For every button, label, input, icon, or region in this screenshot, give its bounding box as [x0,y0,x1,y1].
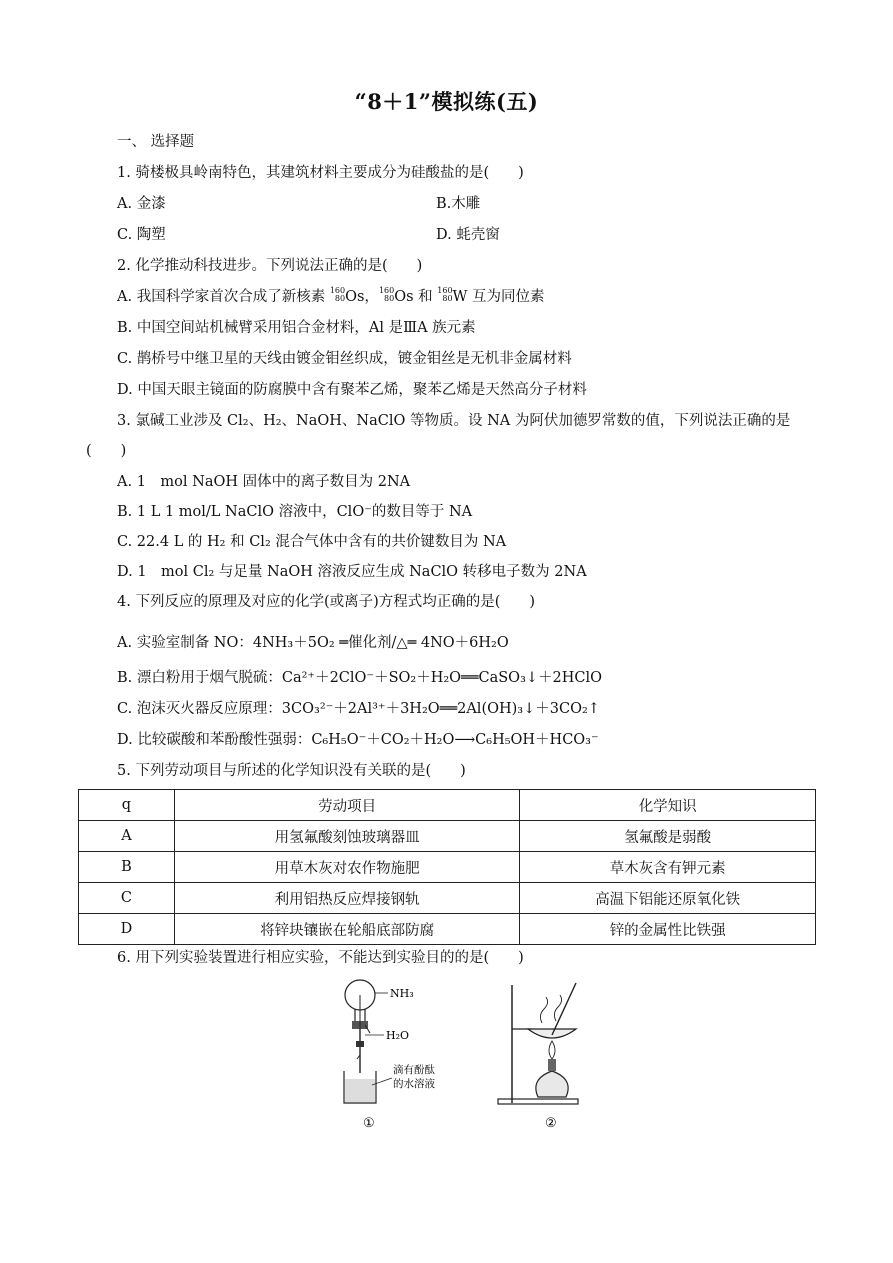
table-row [79,883,816,914]
alcohol-lamp-shape [536,1071,568,1097]
table-row [79,821,816,852]
fountain-apparatus-figure [338,975,448,1135]
q2-a-prefix: A. 我国科学家首次合成了新核素 [117,289,330,305]
question-2-option-c: C. 鹊桥号中继卫星的天线由镀金钼丝织成，镀金钼丝是无机非金属材料 [117,351,572,367]
question-3-option-a: A. 1 mol NaOH 固体中的离子数目为 2NA [117,474,411,490]
question-2-option-b: B. 中国空间站机械臂采用铝合金材料，Al 是ⅢA 族元素 [117,320,476,336]
question-3-stem: 3. 氯碱工业涉及 Cl₂、H₂、NaOH、NaClO 等物质。设 NA 为阿伏加德罗常数的值，下列说法正确的是 [117,413,791,429]
question-2-stem: 2. 化学推动科技进步。下列说法正确的是( ) [117,258,423,274]
stand-base-shape [498,1099,578,1104]
nuclide-1-symbol: Os， [345,289,379,305]
table-row [79,914,816,945]
question-1-option-c: C. 陶塑 [117,227,166,243]
question-4-option-c: C. 泡沫灭火器反应原理：3CO₃²⁻＋2Al³⁺＋3H₂O══2Al(OH)₃↓＋3CO₂↑ [117,701,600,717]
table-header-cell: q [79,790,175,821]
question-4-option-b: B. 漂白粉用于烟气脱硫：Ca²⁺＋2ClO⁻＋SO₂＋H₂O══CaSO₃↓＋2HClO [117,670,603,686]
nh3-label: NH₃ [390,987,414,1000]
question-3-option-d: D. 1 mol Cl₂ 与足量 NaOH 溶液反应生成 NaClO 转移电子数为 2NA [117,564,587,580]
nuclide-2-numbers: 160 80 [378,286,395,303]
indicator-label-line1: 滴有酚酞 [393,1064,435,1076]
nuclide-3-numbers: 160 80 [437,286,453,303]
question-3-option-b: B. 1 L 1 mol/L NaClO 溶液中，ClO⁻的数目等于 NA [117,504,473,520]
question-4-option-a: A. 实验室制备 NO：4NH₃＋5O₂ ═催化剂/△═ 4NO＋6H₂O [117,635,509,651]
table-cell: A [79,821,175,852]
question-3-stem-paren: ( ) [86,443,127,459]
table-header-cell: 劳动项目 [174,790,520,821]
question-5-stem: 5. 下列劳动项目与所述的化学知识没有关联的是( ) [117,763,466,779]
nuclide-2-symbol: Os 和 [394,289,438,305]
question-2-option-a [117,287,545,307]
question-3-option-c: C. 22.4 L 的 H₂ 和 Cl₂ 混合气体中含有的共价键数目为 NA [117,534,507,550]
nuclide-3-symbol: W 互为同位素 [452,289,545,305]
question-4-stem: 4. 下列反应的原理及对应的化学(或离子)方程式均正确的是( ) [117,594,536,610]
page-title: “8＋1”模拟练(五) [354,89,539,114]
h2o-label: H₂O [386,1029,410,1042]
question-1-option-a: A. 金漆 [117,196,166,212]
table-row [79,852,816,883]
table-cell: 氢氟酸是弱酸 [520,821,816,852]
evaporation-apparatus-figure [490,975,600,1135]
table-cell: 用草木灰对农作物施肥 [174,852,520,883]
table-cell: 草木灰含有钾元素 [520,852,816,883]
figure-2-number: ② [545,1116,557,1131]
section-heading: 一、 选择题 [117,134,195,150]
question-5-table [78,789,816,945]
table-cell: 利用铝热反应焊接钢轨 [174,883,520,914]
question-2-option-d: D. 中国天眼主镜面的防腐膜中含有聚苯乙烯，聚苯乙烯是天然高分子材料 [117,382,587,398]
table-cell: 将锌块镶嵌在轮船底部防腐 [174,914,520,945]
table-header-cell: 化学知识 [520,790,816,821]
question-1-option-d: D. 蚝壳窗 [436,227,500,243]
table-cell: 高温下铝能还原氧化铁 [520,883,816,914]
indicator-label-line2: 的水溶液 [393,1078,435,1090]
glass-rod-shape [552,983,576,1035]
table-header-row [79,790,816,821]
table-cell: C [79,883,175,914]
nuclide-1-numbers: 160 80 [329,286,346,303]
question-1-option-b: B.木雕 [436,196,481,212]
question-1-stem: 1. 骑楼极具岭南特色，其建筑材料主要成分为硅酸盐的是( ) [117,165,524,181]
table-cell: D [79,914,175,945]
table-cell: B [79,852,175,883]
question-4-option-d: D. 比较碳酸和苯酚酸性强弱：C₆H₅O⁻＋CO₂＋H₂O⟶C₆H₅OH＋HCO₃⁻ [117,732,599,748]
table-cell: 用氢氟酸刻蚀玻璃器皿 [174,821,520,852]
figure-1-number: ① [363,1116,375,1131]
table-cell: 锌的金属性比铁强 [520,914,816,945]
question-6-stem: 6. 用下列实验装置进行相应实验，不能达到实验目的的是( ) [117,950,524,966]
